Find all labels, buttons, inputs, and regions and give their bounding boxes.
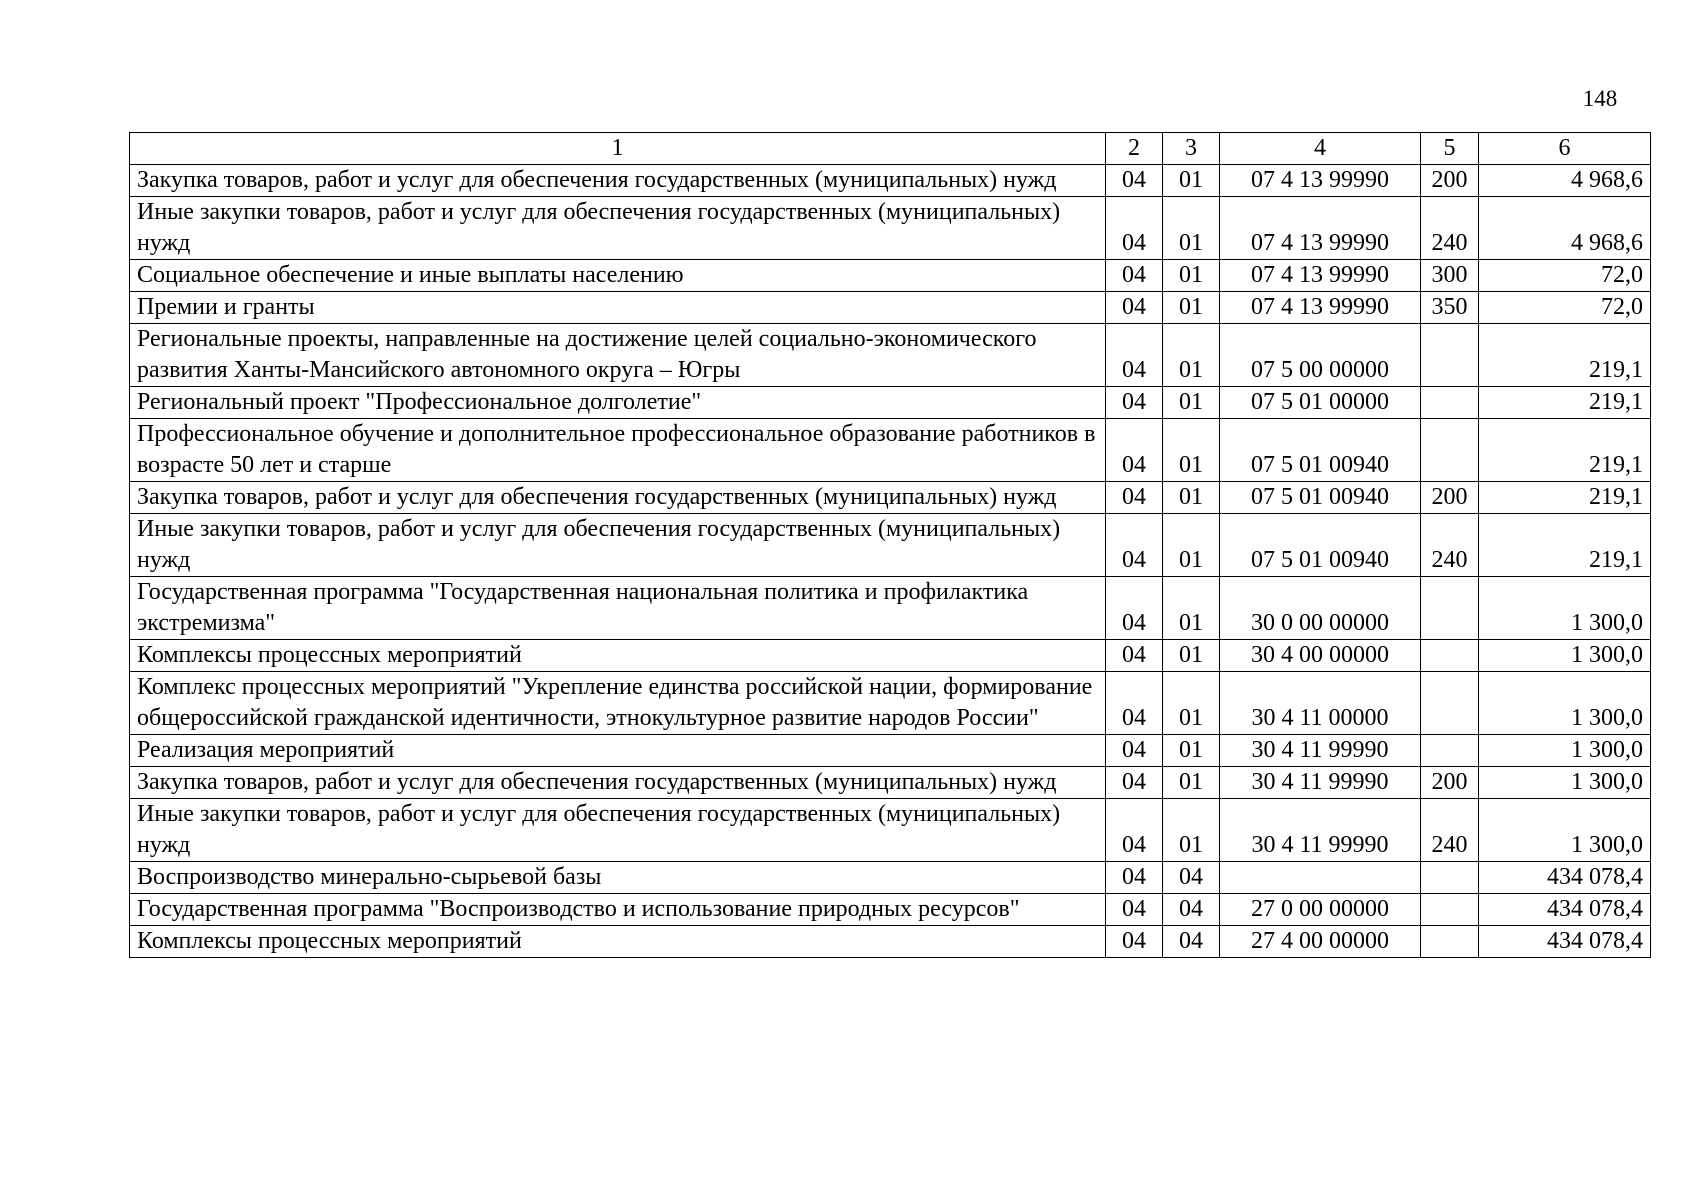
column-number-3: 3 bbox=[1163, 133, 1220, 165]
cell-expense-type: 200 bbox=[1421, 767, 1479, 799]
cell-item-name: Комплексы процессных мероприятий bbox=[130, 640, 1106, 672]
column-number-2: 2 bbox=[1106, 133, 1163, 165]
cell-section-code: 04 bbox=[1106, 894, 1163, 926]
table-row bbox=[130, 894, 1651, 926]
cell-amount: 434 078,4 bbox=[1479, 862, 1651, 894]
column-number-6: 6 bbox=[1479, 133, 1651, 165]
cell-target-article: 30 4 11 99990 bbox=[1220, 799, 1421, 862]
cell-target-article: 30 4 11 99990 bbox=[1220, 735, 1421, 767]
column-number-1: 1 bbox=[130, 133, 1106, 165]
cell-item-name: Иные закупки товаров, работ и услуг для обеспечения государственных (муниципальных) нужд bbox=[130, 197, 1106, 260]
cell-subsection-code: 01 bbox=[1163, 735, 1220, 767]
cell-item-name: Премии и гранты bbox=[130, 292, 1106, 324]
cell-section-code: 04 bbox=[1106, 577, 1163, 640]
cell-subsection-code: 01 bbox=[1163, 640, 1220, 672]
cell-section-code: 04 bbox=[1106, 292, 1163, 324]
cell-item-name: Закупка товаров, работ и услуг для обеспечения государственных (муниципальных) нужд bbox=[130, 165, 1106, 197]
cell-expense-type: 240 bbox=[1421, 514, 1479, 577]
table-row bbox=[130, 735, 1651, 767]
cell-target-article: 27 4 00 00000 bbox=[1220, 926, 1421, 958]
cell-subsection-code: 01 bbox=[1163, 672, 1220, 735]
cell-section-code: 04 bbox=[1106, 735, 1163, 767]
cell-amount: 72,0 bbox=[1479, 260, 1651, 292]
table-row bbox=[130, 260, 1651, 292]
cell-item-name: Иные закупки товаров, работ и услуг для обеспечения государственных (муниципальных) нужд bbox=[130, 799, 1106, 862]
cell-expense-type bbox=[1421, 419, 1479, 482]
budget-table-body bbox=[130, 133, 1651, 958]
cell-target-article: 07 4 13 99990 bbox=[1220, 260, 1421, 292]
cell-expense-type: 350 bbox=[1421, 292, 1479, 324]
cell-amount: 434 078,4 bbox=[1479, 894, 1651, 926]
cell-amount: 1 300,0 bbox=[1479, 799, 1651, 862]
table-row bbox=[130, 640, 1651, 672]
cell-expense-type bbox=[1421, 862, 1479, 894]
cell-amount: 1 300,0 bbox=[1479, 577, 1651, 640]
cell-amount: 72,0 bbox=[1479, 292, 1651, 324]
cell-subsection-code: 01 bbox=[1163, 292, 1220, 324]
cell-subsection-code: 01 bbox=[1163, 767, 1220, 799]
table-row bbox=[130, 577, 1651, 640]
cell-target-article: 07 5 01 00940 bbox=[1220, 514, 1421, 577]
cell-subsection-code: 01 bbox=[1163, 324, 1220, 387]
cell-expense-type bbox=[1421, 387, 1479, 419]
cell-section-code: 04 bbox=[1106, 419, 1163, 482]
table-row bbox=[130, 799, 1651, 862]
table-row bbox=[130, 419, 1651, 482]
table-row bbox=[130, 862, 1651, 894]
cell-section-code: 04 bbox=[1106, 165, 1163, 197]
budget-table bbox=[129, 132, 1651, 958]
cell-target-article: 07 4 13 99990 bbox=[1220, 197, 1421, 260]
table-row bbox=[130, 514, 1651, 577]
cell-subsection-code: 04 bbox=[1163, 894, 1220, 926]
cell-item-name: Иные закупки товаров, работ и услуг для обеспечения государственных (муниципальных) нужд bbox=[130, 514, 1106, 577]
cell-amount: 4 968,6 bbox=[1479, 197, 1651, 260]
cell-section-code: 04 bbox=[1106, 767, 1163, 799]
cell-amount: 219,1 bbox=[1479, 387, 1651, 419]
cell-item-name: Реализация мероприятий bbox=[130, 735, 1106, 767]
cell-section-code: 04 bbox=[1106, 260, 1163, 292]
cell-item-name: Государственная программа "Воспроизводство и использование природных ресурсов" bbox=[130, 894, 1106, 926]
cell-expense-type: 240 bbox=[1421, 799, 1479, 862]
cell-item-name: Воспроизводство минерально-сырьевой базы bbox=[130, 862, 1106, 894]
cell-subsection-code: 01 bbox=[1163, 165, 1220, 197]
cell-expense-type: 200 bbox=[1421, 482, 1479, 514]
cell-amount: 1 300,0 bbox=[1479, 672, 1651, 735]
cell-item-name: Профессиональное обучение и дополнительное профессиональное образование работников в возрасте 50 лет и старше bbox=[130, 419, 1106, 482]
cell-section-code: 04 bbox=[1106, 482, 1163, 514]
cell-amount: 434 078,4 bbox=[1479, 926, 1651, 958]
cell-subsection-code: 04 bbox=[1163, 926, 1220, 958]
cell-amount: 219,1 bbox=[1479, 419, 1651, 482]
cell-target-article: 27 0 00 00000 bbox=[1220, 894, 1421, 926]
cell-expense-type bbox=[1421, 672, 1479, 735]
cell-amount: 1 300,0 bbox=[1479, 640, 1651, 672]
cell-expense-type bbox=[1421, 640, 1479, 672]
cell-section-code: 04 bbox=[1106, 387, 1163, 419]
table-row bbox=[130, 482, 1651, 514]
cell-expense-type bbox=[1421, 926, 1479, 958]
table-row bbox=[130, 672, 1651, 735]
cell-target-article: 07 5 00 00000 bbox=[1220, 324, 1421, 387]
cell-target-article: 07 5 01 00000 bbox=[1220, 387, 1421, 419]
cell-target-article: 07 4 13 99990 bbox=[1220, 292, 1421, 324]
cell-expense-type: 300 bbox=[1421, 260, 1479, 292]
cell-target-article: 07 5 01 00940 bbox=[1220, 482, 1421, 514]
cell-section-code: 04 bbox=[1106, 197, 1163, 260]
cell-expense-type bbox=[1421, 894, 1479, 926]
cell-item-name: Закупка товаров, работ и услуг для обеспечения государственных (муниципальных) нужд bbox=[130, 767, 1106, 799]
cell-subsection-code: 01 bbox=[1163, 577, 1220, 640]
cell-amount: 1 300,0 bbox=[1479, 735, 1651, 767]
cell-subsection-code: 01 bbox=[1163, 799, 1220, 862]
cell-item-name: Региональный проект "Профессиональное долголетие" bbox=[130, 387, 1106, 419]
cell-target-article: 30 4 11 99990 bbox=[1220, 767, 1421, 799]
cell-target-article: 30 0 00 00000 bbox=[1220, 577, 1421, 640]
cell-section-code: 04 bbox=[1106, 324, 1163, 387]
cell-target-article bbox=[1220, 862, 1421, 894]
cell-item-name: Закупка товаров, работ и услуг для обеспечения государственных (муниципальных) нужд bbox=[130, 482, 1106, 514]
cell-subsection-code: 01 bbox=[1163, 197, 1220, 260]
cell-expense-type bbox=[1421, 324, 1479, 387]
cell-section-code: 04 bbox=[1106, 672, 1163, 735]
cell-amount: 219,1 bbox=[1479, 514, 1651, 577]
cell-amount: 4 968,6 bbox=[1479, 165, 1651, 197]
cell-subsection-code: 01 bbox=[1163, 260, 1220, 292]
cell-item-name: Комплекс процессных мероприятий "Укрепление единства российской нации, формирование общероссийской гражданской идентичности, этнокультурное развитие народов России" bbox=[130, 672, 1106, 735]
cell-subsection-code: 04 bbox=[1163, 862, 1220, 894]
cell-subsection-code: 01 bbox=[1163, 387, 1220, 419]
cell-expense-type bbox=[1421, 577, 1479, 640]
cell-section-code: 04 bbox=[1106, 640, 1163, 672]
cell-expense-type: 240 bbox=[1421, 197, 1479, 260]
column-number-4: 4 bbox=[1220, 133, 1421, 165]
table-row bbox=[130, 767, 1651, 799]
cell-amount: 219,1 bbox=[1479, 324, 1651, 387]
cell-expense-type: 200 bbox=[1421, 165, 1479, 197]
cell-subsection-code: 01 bbox=[1163, 419, 1220, 482]
table-row bbox=[130, 387, 1651, 419]
cell-target-article: 07 5 01 00940 bbox=[1220, 419, 1421, 482]
cell-item-name: Комплексы процессных мероприятий bbox=[130, 926, 1106, 958]
cell-target-article: 30 4 00 00000 bbox=[1220, 640, 1421, 672]
cell-target-article: 30 4 11 00000 bbox=[1220, 672, 1421, 735]
cell-item-name: Государственная программа "Государственная национальная политика и профилактика экстремизма" bbox=[130, 577, 1106, 640]
cell-expense-type bbox=[1421, 735, 1479, 767]
cell-target-article: 07 4 13 99990 bbox=[1220, 165, 1421, 197]
cell-section-code: 04 bbox=[1106, 799, 1163, 862]
cell-amount: 1 300,0 bbox=[1479, 767, 1651, 799]
cell-subsection-code: 01 bbox=[1163, 482, 1220, 514]
table-row bbox=[130, 324, 1651, 387]
cell-section-code: 04 bbox=[1106, 862, 1163, 894]
table-row bbox=[130, 292, 1651, 324]
cell-section-code: 04 bbox=[1106, 926, 1163, 958]
cell-amount: 219,1 bbox=[1479, 482, 1651, 514]
column-number-row bbox=[130, 133, 1651, 165]
column-number-5: 5 bbox=[1421, 133, 1479, 165]
page-number: 148 bbox=[1582, 86, 1618, 111]
cell-subsection-code: 01 bbox=[1163, 514, 1220, 577]
cell-item-name: Региональные проекты, направленные на достижение целей социально-экономического развития Ханты-Мансийского автономного округа – Югры bbox=[130, 324, 1106, 387]
cell-section-code: 04 bbox=[1106, 514, 1163, 577]
table-row bbox=[130, 197, 1651, 260]
cell-item-name: Социальное обеспечение и иные выплаты населению bbox=[130, 260, 1106, 292]
table-row bbox=[130, 165, 1651, 197]
table-row bbox=[130, 926, 1651, 958]
